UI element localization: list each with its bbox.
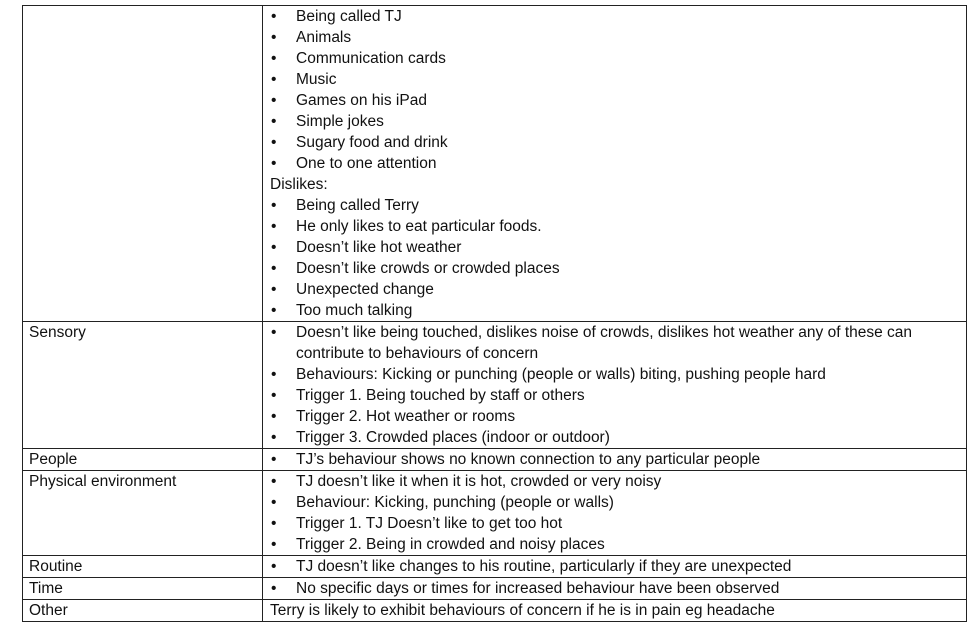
sensory-content-cell [263,322,967,449]
behaviour-profile-table [22,5,967,622]
sensory-item: • Doesn’t like being touched, dislikes noise of crowds, dislikes hot weather any of these can contribute to behaviours of concern [270,322,962,364]
dislikes-heading: Dislikes: [270,176,328,193]
time-row [23,578,967,600]
sensory-label: Sensory [23,322,263,449]
time-label: Time [23,578,263,600]
likes-dislikes-row [23,6,967,322]
dislikes-item: • Being called Terry [270,195,962,216]
physical-environment-item: • TJ doesn’t like it when it is hot, crowded or very noisy [270,471,962,492]
physical-environment-item: • Behaviour: Kicking, punching (people or walls) [270,492,962,513]
likes-item: • Simple jokes [270,111,962,132]
routine-item: • TJ doesn’t like changes to his routine, particularly if they are unexpected [270,556,962,577]
dislikes-item: • Too much talking [270,300,962,321]
likes-item: • Music [270,69,962,90]
time-item: • No specific days or times for increased behaviour have been observed [270,578,962,599]
likes-dislikes-label-cell [23,6,263,322]
other-label: Other [23,600,263,622]
dislikes-item: • Doesn’t like hot weather [270,237,962,258]
likes-list [270,6,962,174]
sensory-item: • Trigger 1. Being touched by staff or others [270,385,962,406]
likes-item: • One to one attention [270,153,962,174]
people-row [23,449,967,471]
people-label: People [23,449,263,471]
people-content-cell [263,449,967,471]
dislikes-item: • He only likes to eat particular foods. [270,216,962,237]
sensory-list [270,322,962,448]
time-content-cell [263,578,967,600]
likes-item: • Being called TJ [270,6,962,27]
physical-environment-item: • Trigger 2. Being in crowded and noisy places [270,534,962,555]
routine-list [270,556,962,577]
physical-environment-label: Physical environment [23,471,263,556]
likes-item: • Animals [270,27,962,48]
sensory-row [23,322,967,449]
sensory-item: • Trigger 2. Hot weather or rooms [270,406,962,427]
dislikes-item: • Unexpected change [270,279,962,300]
people-list [270,449,962,470]
dislikes-list [270,195,962,321]
routine-row [23,556,967,578]
dislikes-item: • Doesn’t like crowds or crowded places [270,258,962,279]
routine-content-cell [263,556,967,578]
people-item: • TJ’s behaviour shows no known connection to any particular people [270,449,962,470]
physical-environment-row [23,471,967,556]
time-list [270,578,962,599]
sensory-item: • Behaviours: Kicking or punching (people or walls) biting, pushing people hard [270,364,962,385]
likes-item: • Sugary food and drink [270,132,962,153]
other-text: Terry is likely to exhibit behaviours of concern if he is in pain eg headache [263,600,967,622]
sensory-item: • Trigger 3. Crowded places (indoor or outdoor) [270,427,962,448]
physical-environment-content-cell [263,471,967,556]
likes-item: • Games on his iPad [270,90,962,111]
routine-label: Routine [23,556,263,578]
likes-item: • Communication cards [270,48,962,69]
physical-environment-item: • Trigger 1. TJ Doesn’t like to get too hot [270,513,962,534]
likes-dislikes-content-cell [263,6,967,322]
physical-environment-list [270,471,962,555]
other-row [23,600,967,622]
